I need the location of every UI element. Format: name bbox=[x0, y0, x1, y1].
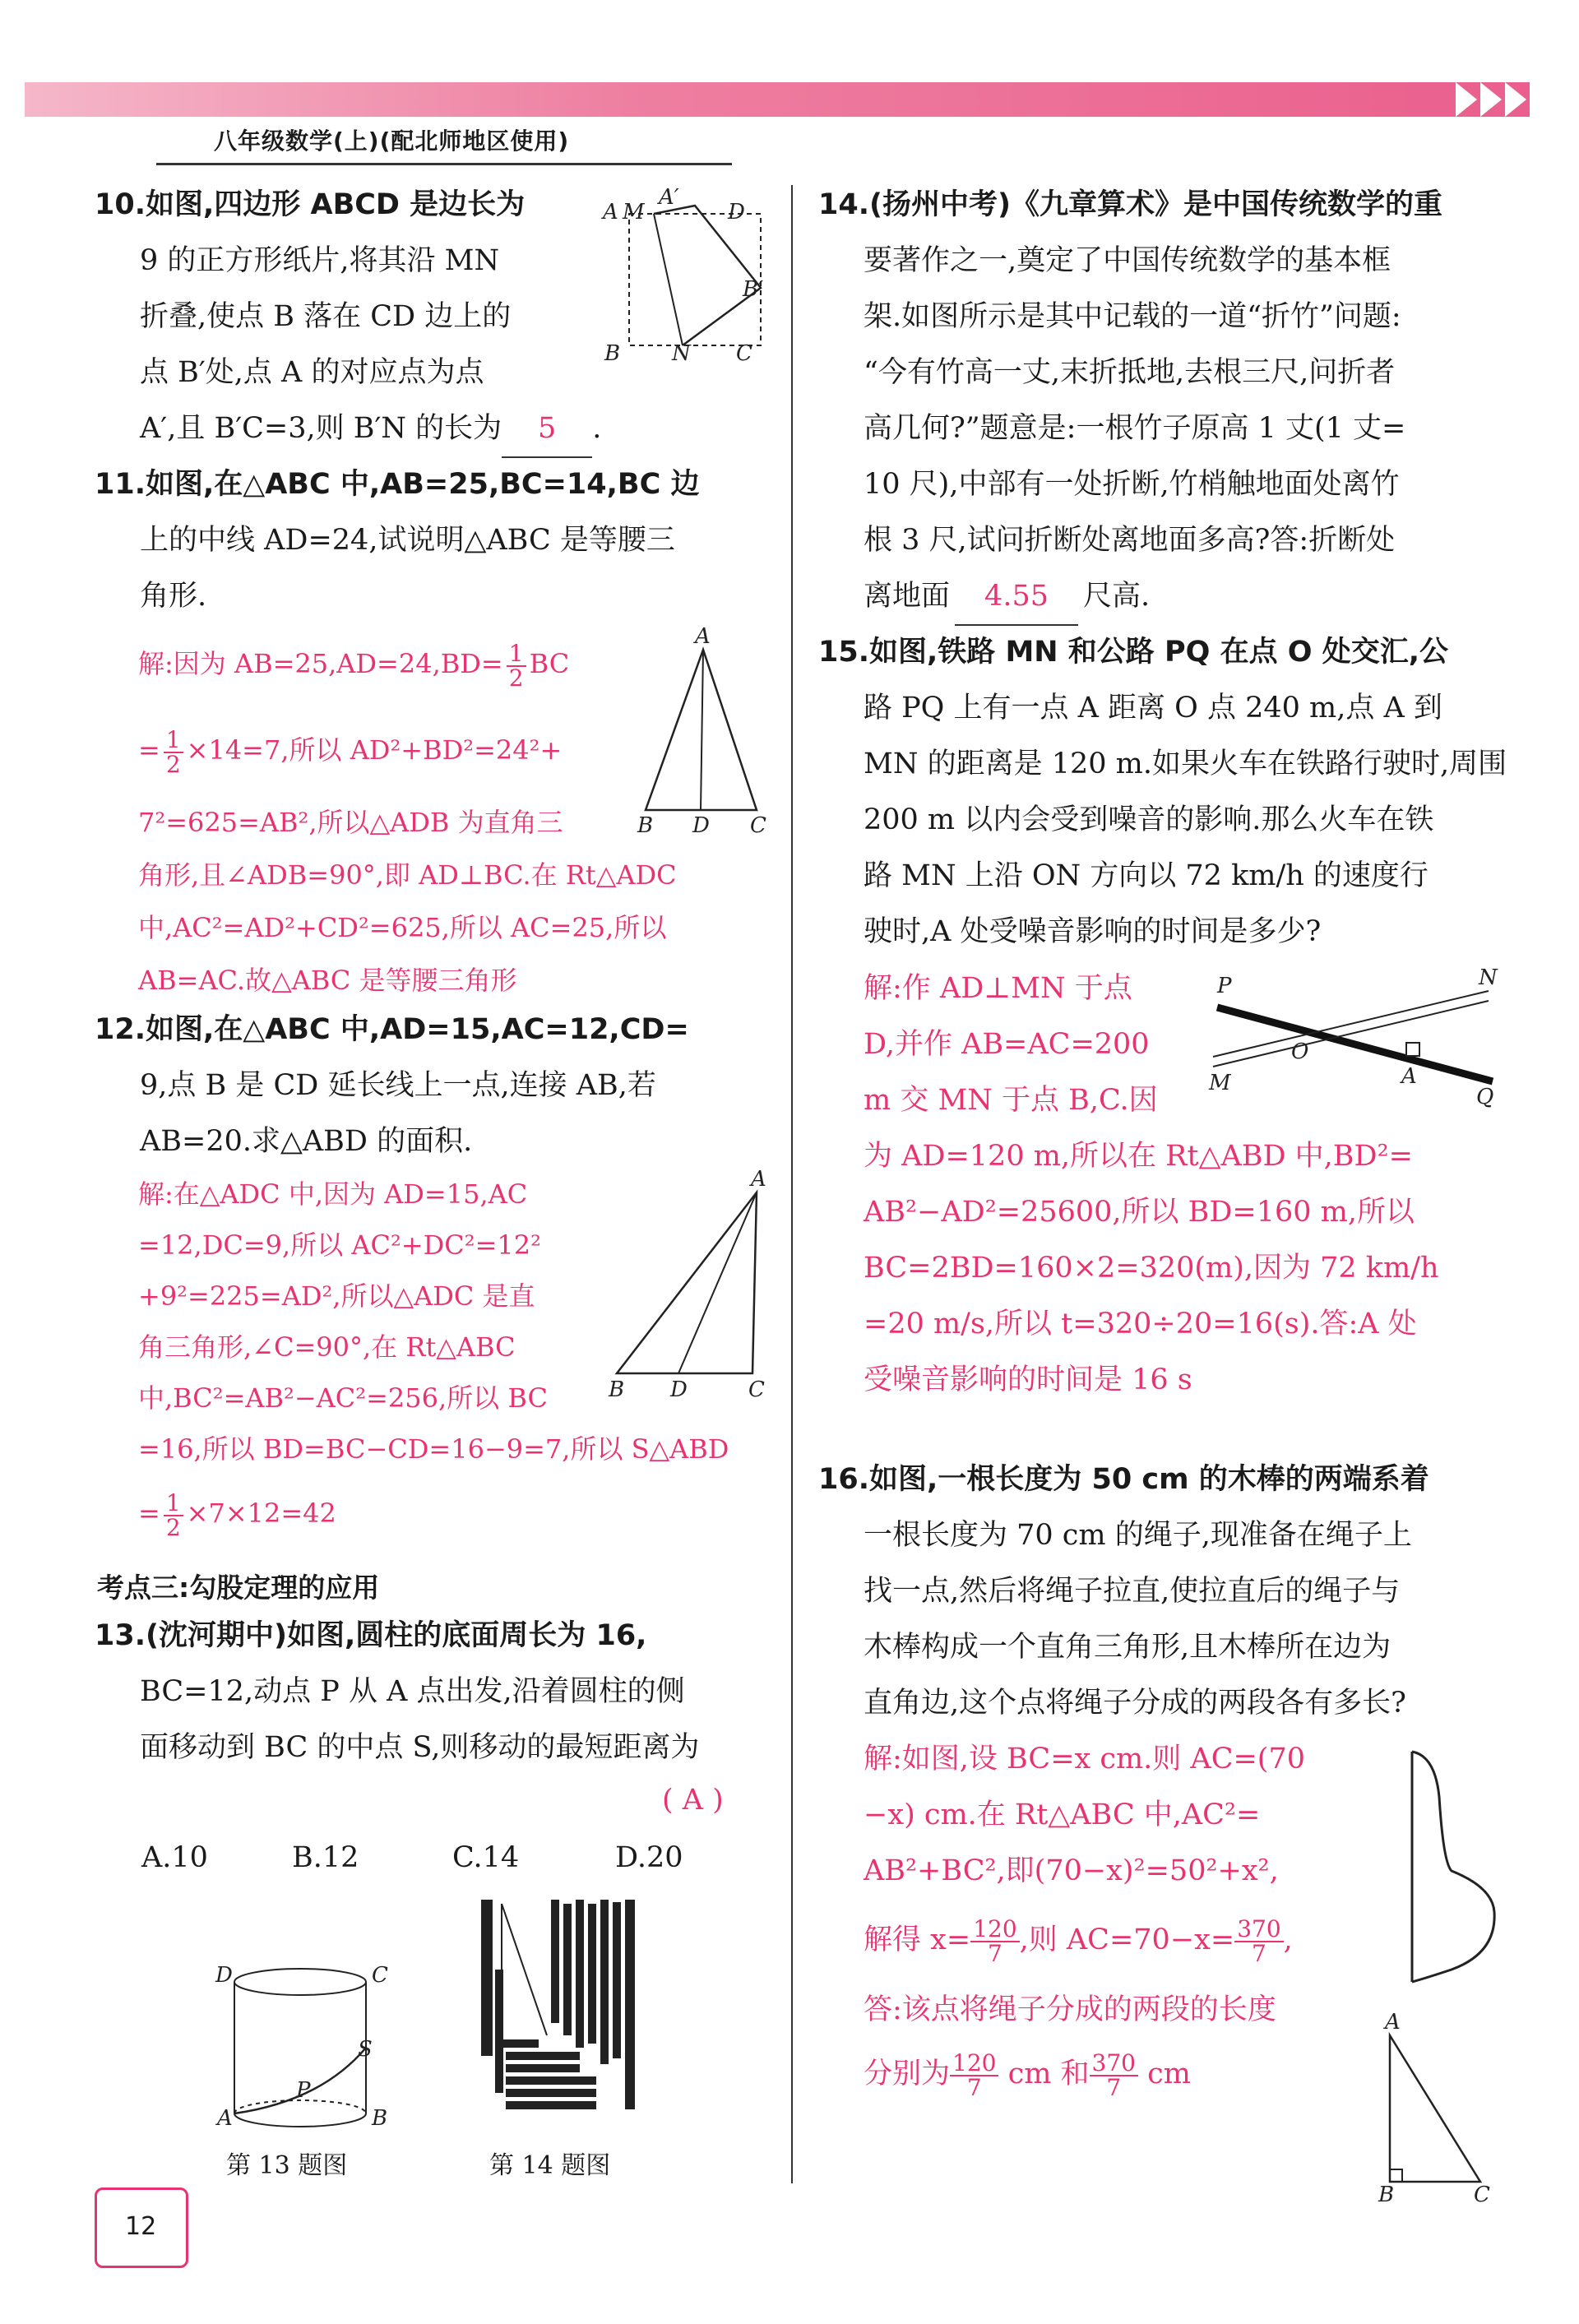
fig-label: D bbox=[692, 813, 710, 838]
q14-line-2: 要著作之一,奠定了中国传统数学的基本框 bbox=[864, 244, 1391, 277]
fig-label: A′ bbox=[659, 185, 679, 210]
q11-sol-1: 解:因为 AB=25,AD=24,BD= $\frac{1}{2}$ BC bbox=[138, 639, 570, 692]
q15-line-2: 路 PQ 上有一点 A 距离 O 点 240 m,点 A 到 bbox=[864, 692, 1442, 725]
fig-label: O bbox=[1291, 1039, 1309, 1064]
fig-label: D bbox=[215, 1963, 233, 1988]
q14-line-6: 10 尺),中部有一处折断,竹梢触地面处离竹 bbox=[864, 468, 1400, 501]
section-title: 考点三:勾股定理的应用 bbox=[97, 1572, 380, 1604]
q14-line-7: 根 3 尺,试问折断处离地面多高?答:折断处 bbox=[864, 524, 1396, 557]
q15-line-6: 驶时,A 处受噪音影响的时间是多少? bbox=[864, 915, 1322, 948]
q12-line-2: 9,点 B 是 CD 延长线上一点,连接 AB,若 bbox=[140, 1069, 656, 1102]
fig-label: P bbox=[1217, 974, 1232, 998]
fig-label: C bbox=[750, 813, 766, 838]
q16-sol-2: −x) cm.在 Rt△ABC 中,AC²= bbox=[864, 1799, 1261, 1831]
q16-line-5: 直角边,这个点将绳子分成的两段各有多长? bbox=[864, 1687, 1406, 1720]
fig-label: B bbox=[1378, 2183, 1395, 2207]
q13-option-b: B.12 bbox=[292, 1841, 359, 1874]
q16-sol-4: 解得 x= $\frac{120}{7}$ ,则 AC=70−x= $\frac{370}{7}$ , bbox=[864, 1914, 1293, 1967]
q12-sol-4: 角三角形,∠C=90°,在 Rt△ABC bbox=[138, 1331, 516, 1363]
q12-line-1: 12.如图,在△ABC 中,AD=15,AC=12,CD= bbox=[95, 1013, 689, 1046]
q10-line-4: 点 B′处,点 A 的对应点为点 bbox=[140, 356, 484, 389]
q14-figure bbox=[477, 1896, 641, 2118]
q11-sol-2: = $\frac{1}{2}$ ×14=7,所以 AD²+BD²=24²+ bbox=[138, 725, 563, 778]
q16-sol-1: 解:如图,设 BC=x cm.则 AC=(70 bbox=[864, 1743, 1305, 1775]
fig-label: D bbox=[670, 1377, 688, 1402]
q10-line-3: 折叠,使点 B 落在 CD 边上的 bbox=[140, 300, 512, 333]
q14-line-8: 离地面 4.55 尺高. bbox=[864, 568, 1150, 626]
q12-sol-6: =16,所以 BD=BC−CD=16−9=7,所以 S△ABD bbox=[138, 1433, 729, 1465]
q16-sol-5: 答:该点将绳子分成的两段的长度 bbox=[864, 1993, 1276, 2026]
fig-label: P bbox=[296, 2078, 311, 2103]
q11-sol-5: 中,AC²=AD²+CD²=625,所以 AC=25,所以 bbox=[138, 912, 667, 943]
fig-label: A bbox=[751, 1167, 766, 1192]
q15-line-1: 15.如图,铁路 MN 和公路 PQ 在点 O 处交汇,公 bbox=[818, 636, 1448, 669]
fig-label: M bbox=[1209, 1071, 1231, 1095]
fig-label: N bbox=[672, 341, 691, 366]
q13-line-2: BC=12,动点 P 从 A 点出发,沿着圆柱的侧 bbox=[140, 1675, 685, 1708]
q14-line-4: “今有竹高一丈,末折抵地,去根三尺,问折者 bbox=[864, 356, 1396, 389]
fig-label: A bbox=[1401, 1064, 1417, 1089]
q12-sol-1: 解:在△ADC 中,因为 AD=15,AC bbox=[138, 1178, 528, 1210]
q10-line-5: A′,且 B′C=3,则 B′N 的长为 5 . bbox=[140, 400, 601, 458]
q16-line-1: 16.如图,一根长度为 50 cm 的木棒的两端系着 bbox=[818, 1463, 1429, 1496]
fig-label: B bbox=[372, 2106, 388, 2131]
page-subtitle: 八年级数学(上)(配北师地区使用) bbox=[214, 127, 570, 155]
q14-caption: 第 14 题图 bbox=[489, 2151, 611, 2180]
q16-sol-6: 分别为 $\frac{120}{7}$ cm 和 $\frac{370}{7}$ cm bbox=[864, 2049, 1191, 2101]
q13-option-d: D.20 bbox=[615, 1841, 683, 1874]
q12-sol-5: 中,BC²=AB²−AC²=256,所以 BC bbox=[138, 1382, 548, 1414]
chevron-icon bbox=[1505, 82, 1526, 117]
q10-figure bbox=[603, 185, 769, 366]
fig-label: C bbox=[748, 1377, 765, 1402]
q15-sol-1: 解:作 AD⊥MN 于点 bbox=[864, 972, 1132, 1005]
q13-line-1: 13.(沈河期中)如图,圆柱的底面周长为 16, bbox=[95, 1619, 647, 1652]
q11-line-2: 上的中线 AD=24,试说明△ABC 是等腰三 bbox=[140, 524, 675, 557]
fig-label: C bbox=[736, 341, 752, 366]
q13-answer: ( A ) bbox=[662, 1784, 724, 1817]
q14-line-1: 14.(扬州中考)《九章算术》是中国传统数学的重 bbox=[818, 188, 1442, 221]
fig-label: A bbox=[695, 624, 711, 649]
q14-line-5: 高几何?”题意是:一根竹子原高 1 丈(1 丈= bbox=[864, 412, 1406, 445]
q15-line-5: 路 MN 上沿 ON 方向以 72 km/h 的速度行 bbox=[864, 859, 1429, 892]
q13-line-3: 面移动到 BC 的中点 S,则移动的最短距离为 bbox=[140, 1731, 700, 1764]
q11-line-3: 角形. bbox=[140, 580, 207, 613]
page-number: 12 bbox=[125, 2212, 157, 2241]
q12-figure bbox=[609, 1167, 773, 1402]
q13-option-a: A.10 bbox=[141, 1841, 208, 1874]
header-banner bbox=[25, 82, 1530, 117]
q13-figure bbox=[214, 1957, 387, 2138]
fig-label: Q bbox=[1476, 1085, 1494, 1109]
q15-line-4: 200 m 以内会受到噪音的影响.那么火车在铁 bbox=[864, 803, 1434, 836]
fig-label: D bbox=[728, 200, 745, 225]
q10-answer: 5 bbox=[502, 400, 592, 458]
q12-line-3: AB=20.求△ABD 的面积. bbox=[140, 1125, 473, 1158]
fig-label: B bbox=[604, 341, 621, 366]
q16-sol-3: AB²+BC²,即(70−x)²=50²+x², bbox=[864, 1854, 1279, 1887]
q12-sol-7: = $\frac{1}{2}$ ×7×12=42 bbox=[138, 1488, 336, 1541]
q15-sol-3: m 交 MN 于点 B,C.因 bbox=[864, 1084, 1158, 1117]
q11-figure bbox=[637, 624, 773, 838]
q16-line-4: 木棒构成一个直角三角形,且木棒所在边为 bbox=[864, 1631, 1391, 1664]
q13-option-c: C.14 bbox=[452, 1841, 520, 1874]
column-divider bbox=[791, 185, 793, 2183]
q15-sol-8: 受噪音影响的时间是 16 s bbox=[864, 1363, 1192, 1396]
q13-caption: 第 13 题图 bbox=[226, 2151, 348, 2180]
q15-figure bbox=[1209, 965, 1505, 1114]
q11-sol-6: AB=AC.故△ABC 是等腰三角形 bbox=[138, 965, 517, 996]
q16-triangle-figure bbox=[1373, 2010, 1497, 2207]
q15-sol-6: BC=2BD=160×2=320(m),因为 72 km/h bbox=[864, 1252, 1439, 1285]
fig-label: B bbox=[609, 1377, 625, 1402]
fig-label: N bbox=[1479, 965, 1498, 990]
q15-sol-4: 为 AD=120 m,所以在 Rt△ABD 中,BD²= bbox=[864, 1140, 1413, 1173]
chevron-icon bbox=[1480, 82, 1502, 117]
q12-sol-2: =12,DC=9,所以 AC²+DC²=12² bbox=[138, 1229, 541, 1261]
fig-label: B′ bbox=[743, 277, 764, 302]
q15-sol-7: =20 m/s,所以 t=320÷20=16(s).答:A 处 bbox=[864, 1308, 1417, 1340]
fig-label: S bbox=[358, 2037, 373, 2062]
q10-line-2: 9 的正方形纸片,将其沿 MN bbox=[140, 244, 500, 277]
q11-sol-4: 角形,且∠ADB=90°,即 AD⊥BC.在 Rt△ADC bbox=[138, 859, 677, 891]
q15-line-3: MN 的距离是 120 m.如果火车在铁路行驶时,周围 bbox=[864, 748, 1507, 780]
q11-line-1: 11.如图,在△ABC 中,AB=25,BC=14,BC 边 bbox=[95, 468, 700, 501]
chevron-icon bbox=[1456, 82, 1477, 117]
fig-label: B bbox=[637, 813, 654, 838]
fig-label: A bbox=[603, 200, 618, 225]
q10-line-1: 10.如图,四边形 ABCD 是边长为 bbox=[95, 188, 526, 221]
fig-label: C bbox=[1474, 2183, 1490, 2207]
q15-sol-2: D,并作 AB=AC=200 bbox=[864, 1028, 1150, 1061]
fig-label: A bbox=[217, 2106, 233, 2131]
fig-label: M bbox=[623, 200, 645, 225]
fig-label: A bbox=[1385, 2010, 1401, 2035]
q16-rope-figure bbox=[1402, 1748, 1509, 1994]
fig-label: C bbox=[372, 1963, 388, 1988]
q11-sol-3: 7²=625=AB²,所以△ADB 为直角三 bbox=[138, 807, 563, 838]
q14-line-3: 架.如图所示是其中记载的一道“折竹”问题: bbox=[864, 300, 1401, 333]
q16-line-3: 找一点,然后将绳子拉直,使拉直后的绳子与 bbox=[864, 1575, 1401, 1608]
q14-answer: 4.55 bbox=[955, 568, 1078, 626]
q15-sol-5: AB²−AD²=25600,所以 BD=160 m,所以 bbox=[864, 1196, 1415, 1229]
q16-line-2: 一根长度为 70 cm 的绳子,现准备在绳子上 bbox=[864, 1519, 1412, 1552]
q12-sol-3: +9²=225=AD²,所以△ADC 是直 bbox=[138, 1280, 535, 1312]
